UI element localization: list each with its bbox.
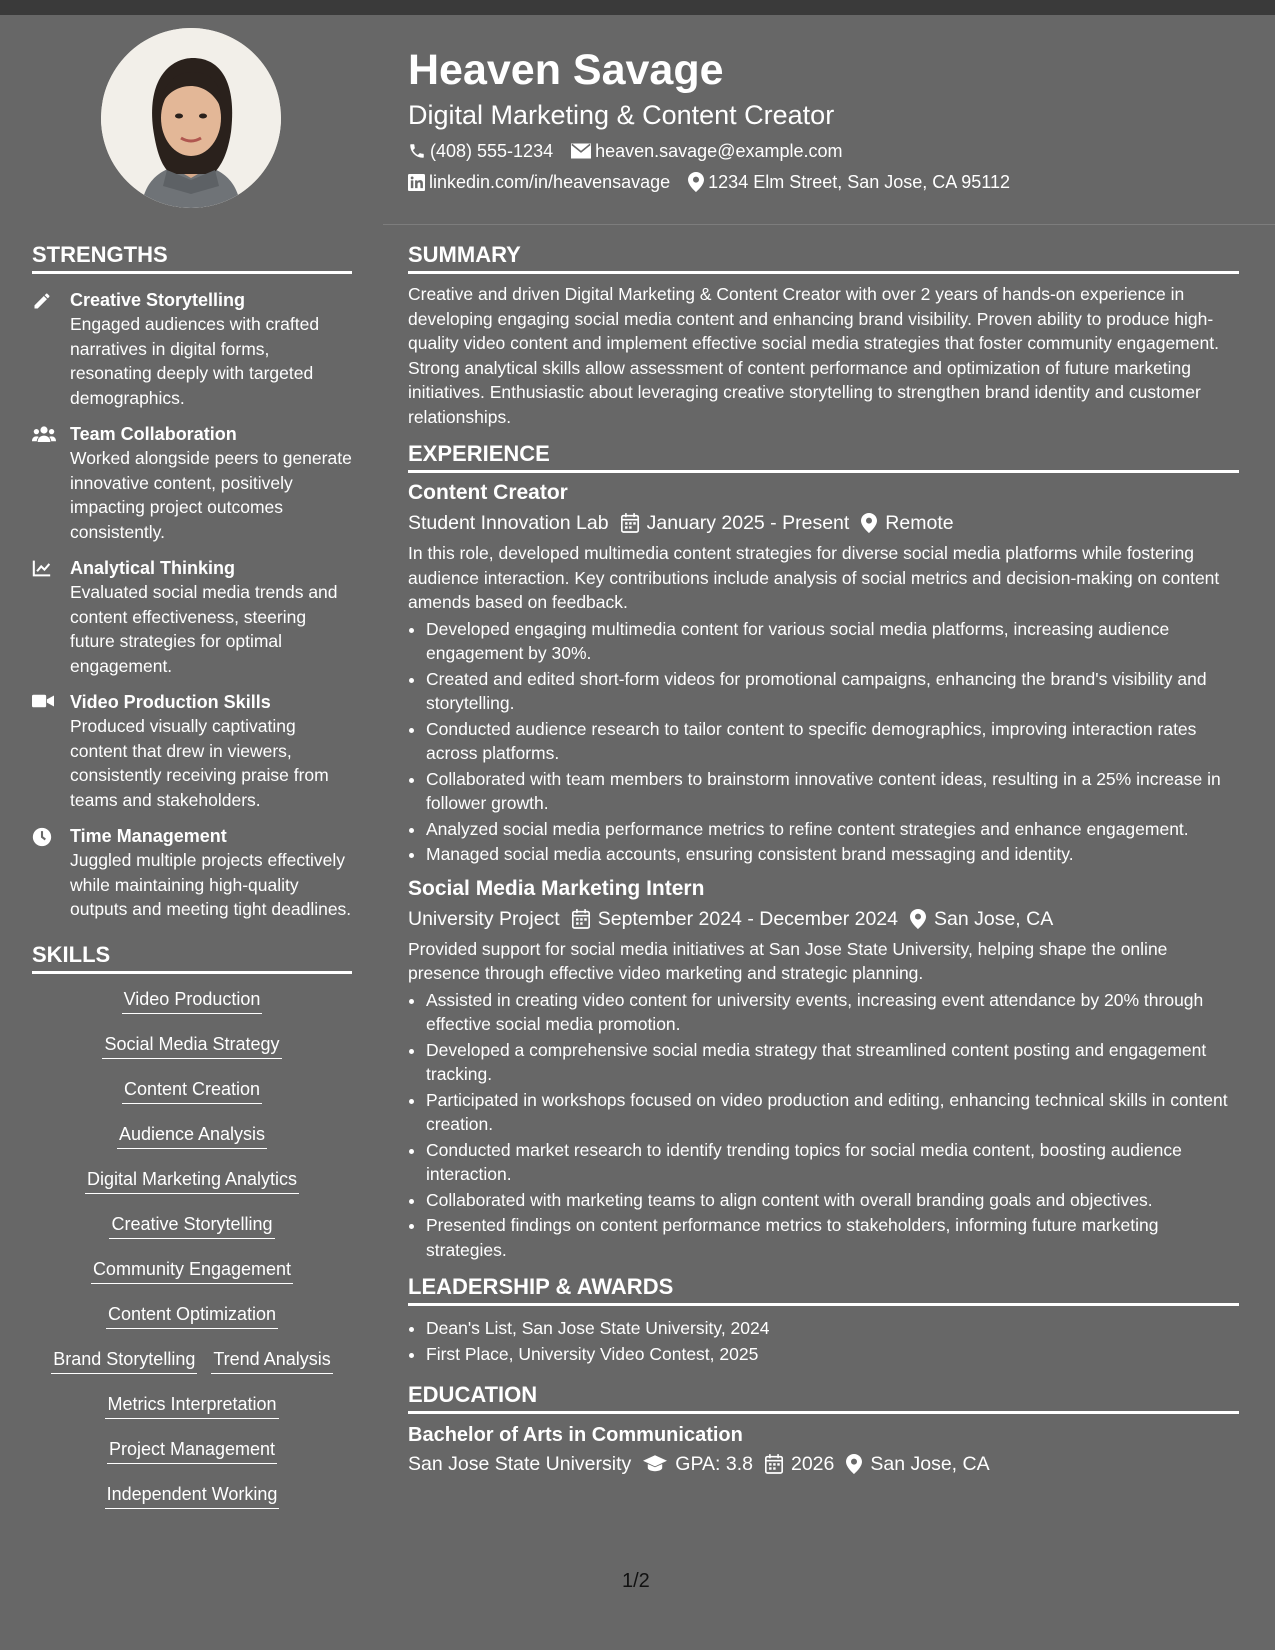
graduation-cap-icon <box>643 1455 667 1473</box>
page-number: 1/2 <box>622 1570 650 1592</box>
strength-desc: Produced visually captivating content that drew in viewers, consistently receiving praise from teams and stakeholders. <box>70 716 329 810</box>
strength-item <box>32 556 352 678</box>
map-marker-icon <box>688 172 704 192</box>
profile-photo-image <box>101 28 281 208</box>
job-description: In this role, developed multimedia content strategies for diverse social media platforms while fostering audience interaction. Key contributions include analysis of social metrics and decision-making on content amends based on feedback. <box>408 543 1220 612</box>
address-text: 1234 Elm Street, San Jose, CA 95112 <box>708 172 1011 192</box>
job-dates: September 2024 - December 2024 <box>597 907 898 930</box>
skill-tag: Creative Storytelling <box>109 1213 274 1239</box>
job-bullet: • Collaborated with team members to brainstorm innovative content ideas, resulting in a 25% increase in follower growth. <box>426 767 1239 816</box>
job-location: San Jose, CA <box>933 907 1054 930</box>
skill-tag: Video Production <box>122 988 263 1014</box>
strength-item <box>32 288 352 410</box>
skill-tag: Social Media Strategy <box>102 1033 281 1059</box>
strength-desc: Engaged audiences with crafted narratives in digital forms, resonating deeply with targeted demographics. <box>70 314 320 408</box>
strength-desc: Evaluated social media trends and content effectiveness, steering future strategies for optimal engagement. <box>70 582 338 676</box>
map-marker-icon <box>910 909 926 929</box>
awards-list <box>408 1316 1239 1366</box>
skill-tag: Independent Working <box>105 1483 280 1509</box>
job-bullet: • Analyzed social media performance metrics to refine content strategies and enhance engagement. <box>426 817 1239 842</box>
skill-tag: Trend Analysis <box>211 1348 332 1374</box>
linkedin-contact[interactable] <box>408 170 670 194</box>
strength-desc: Juggled multiple projects effectively while maintaining high-quality outputs and meeting tight deadlines. <box>70 850 352 919</box>
users-icon <box>32 425 56 443</box>
profile-photo <box>101 28 281 208</box>
phone-icon <box>408 142 426 160</box>
job-description: Provided support for social media initiatives at San Jose State University, helping shape the online presence through effective video marketing and strategic planning. <box>408 938 1168 983</box>
clock-icon <box>32 827 52 847</box>
right-column <box>408 240 1239 1478</box>
calendar-icon <box>765 1454 783 1474</box>
strength-title: Creative Storytelling <box>70 290 246 310</box>
education-title: EDUCATION <box>408 1380 1239 1414</box>
job-bullet: • Assisted in creating video content for university events, increasing event attendance by 20% through effective social media promotion. <box>426 988 1239 1037</box>
job-bullet: • Created and edited short-form videos for promotional campaigns, enhancing the brand's visibility and storytelling. <box>426 667 1239 716</box>
graduation-year: 2026 <box>790 1453 835 1475</box>
strength-title: Team Collaboration <box>70 424 237 444</box>
gpa: GPA: 3.8 <box>675 1453 753 1475</box>
skills-list <box>32 974 352 1528</box>
award-item: • Dean's List, San Jose State University, 2024 <box>426 1316 1239 1341</box>
skill-tag: Content Creation <box>122 1078 262 1104</box>
job-bullets <box>408 988 1239 1263</box>
header-divider <box>383 224 1275 225</box>
skill-tag: Community Engagement <box>91 1258 293 1284</box>
job-dates: January 2025 - Present <box>646 512 850 534</box>
job-meta <box>408 509 1239 537</box>
job-bullet: • Developed engaging multimedia content for various social media platforms, increasing audience engagement by 30%. <box>426 617 1239 666</box>
strength-item <box>32 690 352 812</box>
education-meta <box>408 1450 1239 1478</box>
left-column <box>32 240 352 1528</box>
strength-title: Analytical Thinking <box>70 558 236 578</box>
video-camera-icon <box>32 693 54 709</box>
calendar-icon <box>572 909 590 929</box>
email-contact[interactable] <box>571 139 842 163</box>
job-entry <box>408 875 1239 1263</box>
skill-tag: Content Optimization <box>106 1303 278 1329</box>
envelope-icon <box>571 143 591 159</box>
job-bullet: • Conducted audience research to tailor content to specific demographics, improving interaction rates across platforms. <box>426 717 1239 766</box>
candidate-role: Digital Marketing & Content Creator <box>408 100 835 130</box>
skill-tag: Digital Marketing Analytics <box>85 1168 299 1194</box>
skill-tag: Audience Analysis <box>117 1123 267 1149</box>
summary-text: Creative and driven Digital Marketing & Content Creator with over 2 years of hands-on experience in developing engaging social media content and enhancing brand visibility. Proven ability to produce high-quality video content and implement effective social media strategies that foster community engagement. Strong analytical skills allow assessment of content performance and optimization of future marketing initiatives. Enthusiastic about leveraging creative storytelling to strengthen brand identity and customer relationships. <box>408 284 1219 427</box>
job-entry <box>408 479 1239 867</box>
resume-header <box>408 40 1238 194</box>
degree-title: Bachelor of Arts in Communication <box>408 1424 743 1446</box>
job-title: Social Media Marketing Intern <box>408 876 705 900</box>
phone-contact <box>408 139 553 163</box>
job-meta <box>408 905 1239 933</box>
linkedin-text[interactable]: linkedin.com/in/heavensavage <box>429 172 671 192</box>
contact-row-1 <box>408 139 1238 163</box>
strength-title: Time Management <box>70 826 227 846</box>
school-location: San Jose, CA <box>870 1453 990 1475</box>
strength-desc: Worked alongside peers to generate innovative content, positively impacting project outcomes consistently. <box>70 448 352 542</box>
job-bullet: • Developed a comprehensive social media strategy that streamlined content posting and engagement tracking. <box>426 1038 1239 1087</box>
address-contact <box>688 170 1010 194</box>
skill-tag: Project Management <box>107 1438 277 1464</box>
job-title: Content Creator <box>408 481 568 504</box>
strength-title: Video Production Skills <box>70 692 271 712</box>
job-bullet: • Conducted market research to identify trending topics for social media content, boosting audience interaction. <box>426 1138 1239 1187</box>
map-marker-icon <box>861 513 877 533</box>
pencil-icon <box>32 291 52 311</box>
job-bullets <box>408 617 1239 867</box>
job-org: University Project <box>408 907 560 930</box>
phone-text: (408) 555-1234 <box>430 141 554 161</box>
chart-line-icon <box>32 559 52 577</box>
job-bullet: • Presented findings on content performance metrics to stakeholders, informing future marketing strategies. <box>426 1213 1239 1262</box>
strength-item <box>32 824 352 922</box>
map-marker-icon <box>846 1454 862 1474</box>
job-org: Student Innovation Lab <box>408 512 609 534</box>
awards-title: LEADERSHIP & AWARDS <box>408 1272 1239 1306</box>
skill-tag: Brand Storytelling <box>51 1348 197 1374</box>
email-text[interactable]: heaven.savage@example.com <box>595 141 843 161</box>
calendar-icon <box>621 513 639 533</box>
linkedin-icon <box>408 174 425 191</box>
job-bullet: • Collaborated with marketing teams to align content with overall branding goals and objectives. <box>426 1188 1239 1213</box>
skill-tag: Metrics Interpretation <box>105 1393 278 1419</box>
strength-item <box>32 422 352 544</box>
summary-title: SUMMARY <box>408 240 1239 274</box>
experience-title: EXPERIENCE <box>408 439 1239 473</box>
strengths-title: STRENGTHS <box>32 240 352 274</box>
top-bar <box>0 0 1275 15</box>
contact-row-2 <box>408 170 1238 194</box>
skills-title: SKILLS <box>32 940 352 974</box>
award-item: • First Place, University Video Contest, 2025 <box>426 1342 1239 1367</box>
job-bullet: • Participated in workshops focused on video production and editing, enhancing technical skills in content creation. <box>426 1088 1239 1137</box>
job-location: Remote <box>885 512 954 534</box>
school-name: San Jose State University <box>408 1453 632 1475</box>
candidate-name: Heaven Savage <box>408 46 724 94</box>
job-bullet: • Managed social media accounts, ensuring consistent brand messaging and identity. <box>426 842 1239 867</box>
